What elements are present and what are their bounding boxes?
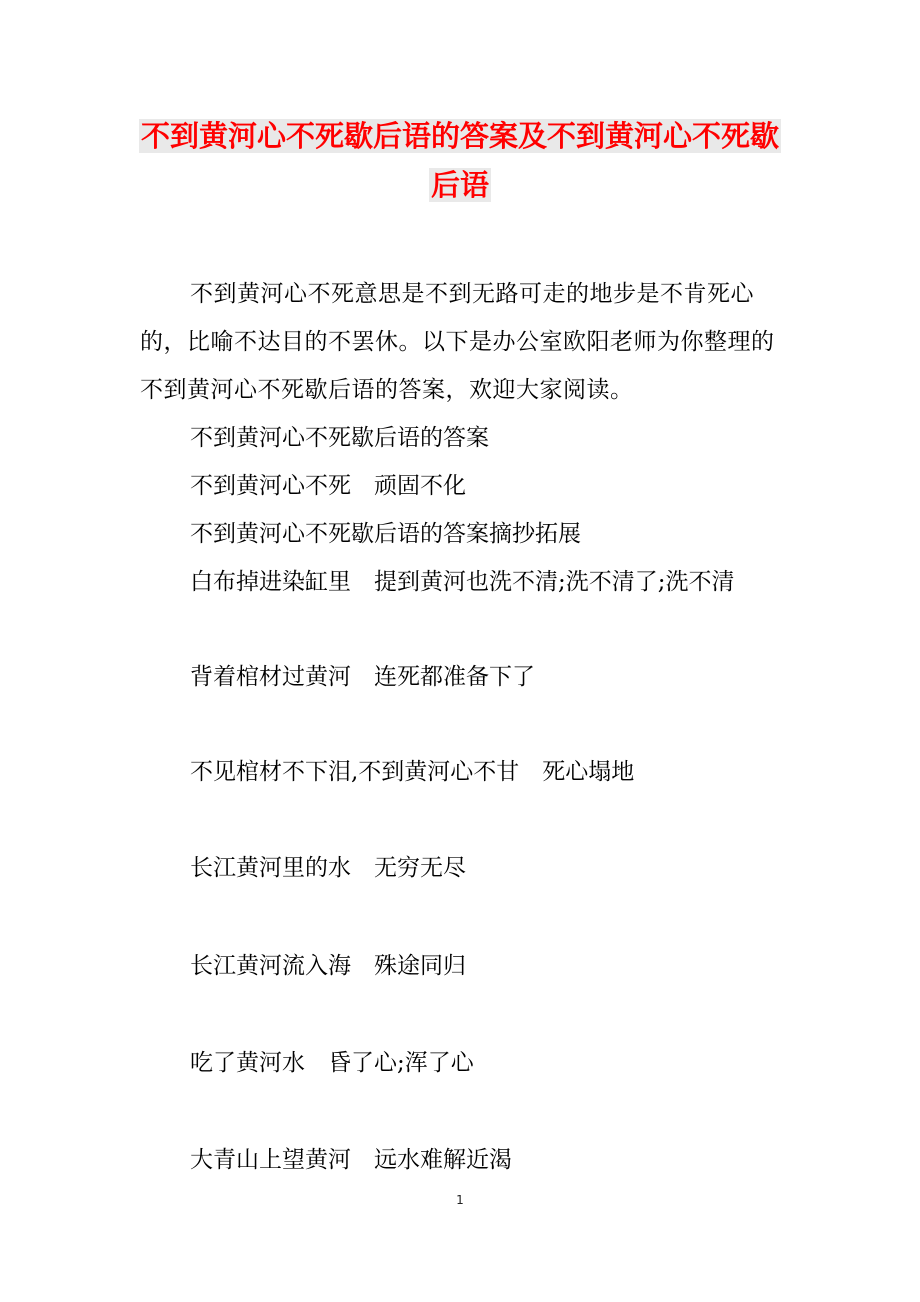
- text-line: 不到黄河心不死歇后语的答案摘抄拓展: [190, 521, 581, 547]
- intro-paragraph: 不到黄河心不死意思是不到无路可走的地步是不肯死心的，比喻不达目的不罢休。以下是办公室欧阳老师为你整理的不到黄河心不死歇后语的答案，欢迎大家阅读。: [140, 281, 775, 403]
- text-line: 长江黄河流入海 殊途同归: [190, 953, 466, 979]
- text-line: 不到黄河心不死歇后语的答案: [190, 425, 489, 451]
- document-title-text-1: 不到黄河心不死歇后语的答案及不到黄河心不死歇: [140, 119, 779, 153]
- text-line: 吃了黄河水 昏了心;浑了心: [190, 1050, 474, 1076]
- document-title-text-2: 后语: [430, 168, 489, 202]
- text-line: 背着棺材过黄河 连死都准备下了: [190, 664, 535, 690]
- text-line: 不见棺材不下泪,不到黄河心不甘 死心塌地: [190, 759, 635, 785]
- document-title-line-2: [0, 167, 920, 204]
- text-line: 不到黄河心不死 顽固不化: [190, 473, 466, 499]
- page-number: 1: [456, 1193, 464, 1207]
- text-line: 白布掉进染缸里 提到黄河也洗不清;洗不清了;洗不清: [190, 569, 735, 595]
- document-title-line-1: [0, 118, 920, 155]
- text-line: 长江黄河里的水 无穷无尽: [190, 855, 466, 881]
- text-line: 大青山上望黄河 远水难解近渴: [190, 1147, 512, 1173]
